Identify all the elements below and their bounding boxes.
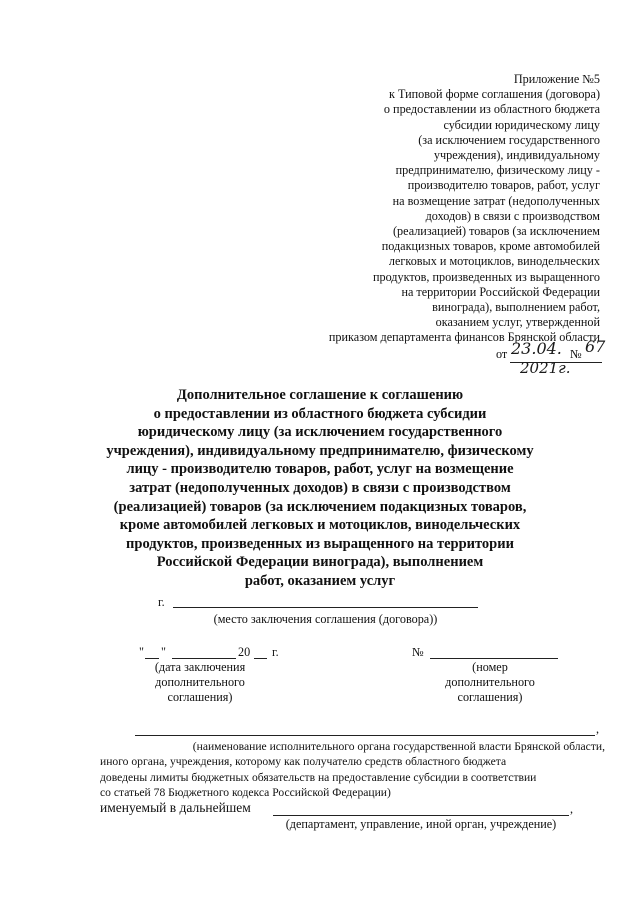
number-caption (420, 660, 560, 705)
hereinafter-field[interactable] (273, 815, 569, 816)
title-line: кроме автомобилей легковых и мотоциклов, винодельческих (119, 517, 521, 534)
appendix-line: производителю товаров, работ, услуг (407, 178, 600, 193)
order-year-handwritten: 2021г. (520, 359, 571, 377)
order-from-label: от (496, 347, 508, 361)
appendix-header (280, 72, 600, 346)
appendix-line: легковых и мотоциклов, винодельческих (388, 254, 600, 269)
organ-caption-line: иного органа, учреждения, которому как получателю средств областного бюджета (100, 755, 507, 769)
hereinafter-caption: (департамент, управление, иной орган, учреждение) (285, 817, 557, 831)
appendix-line: подакцизных товаров, кроме автомобилей (381, 239, 600, 254)
year-prefix: 20 (238, 645, 251, 659)
appendix-line: к Типовой форме соглашения (договора) (389, 87, 600, 102)
year-field[interactable] (254, 658, 267, 659)
appendix-line: субсидии юридическому лицу (443, 117, 600, 132)
title-line: продуктов, произведенных из выращенного на территории (126, 535, 514, 552)
organ-name-field[interactable] (135, 735, 595, 736)
hereinafter-comma: , (570, 802, 574, 816)
number-caption-line: (номер (472, 660, 508, 674)
title-line: о предоставлении из областного бюджета субсидии (153, 405, 487, 422)
day-field[interactable] (145, 658, 159, 659)
appendix-line: на территории Российской Федерации (401, 284, 600, 299)
number-caption-line: соглашения) (457, 690, 523, 704)
place-caption: (место заключения соглашения (договора)) (213, 612, 438, 626)
title-line: Российской Федерации винограда), выполнением (156, 554, 484, 571)
organ-caption-line: (наименование исполнительного органа государственной власти Брянской области, (192, 740, 605, 753)
title-line: лицу - производителю товаров, работ, услуг на возмещение (126, 461, 514, 478)
organ-caption-line: со статьей 78 Бюджетного кодекса Российской Федерации) (100, 785, 391, 799)
month-field[interactable] (172, 658, 236, 659)
order-date-handwritten: 23.04. (511, 339, 562, 358)
title-line: Дополнительное соглашение к соглашению (176, 387, 464, 403)
number-prefix: № (412, 645, 424, 659)
appendix-line: Приложение №5 (513, 72, 600, 86)
place-field[interactable] (173, 607, 478, 608)
date-caption-line: (дата заключения (154, 660, 246, 674)
document-title (100, 386, 540, 591)
organ-caption-line: доведены лимиты бюджетных обязательств на предоставление субсидии в соответствии (100, 770, 537, 784)
appendix-line: учреждения), индивидуальному (433, 148, 600, 163)
appendix-line: на возмещение затрат (недополученных (392, 193, 600, 208)
organ-caption (100, 739, 605, 800)
organ-comma: , (596, 722, 600, 736)
appendix-line: оказанием услуг, утвержденной (435, 315, 600, 330)
appendix-line: (за исключением государственного (418, 132, 600, 147)
city-prefix: г. (158, 595, 165, 609)
number-field[interactable] (430, 658, 558, 659)
date-quote-close: " (161, 645, 166, 659)
date-caption-line: дополнительного (155, 675, 245, 689)
hereinafter-label: именуемый в дальнейшем (100, 800, 251, 815)
title-line: учреждения), индивидуальному предпринимателю, физическому (106, 442, 534, 459)
title-line: юридическому лицу (за исключением государственного (137, 424, 503, 441)
order-number-handwritten: 67 (585, 337, 606, 356)
date-quote-open: " (139, 645, 144, 659)
appendix-line: предпринимателю, физическому лицу - (395, 163, 600, 178)
appendix-line: доходов) в связи с производством (425, 208, 600, 223)
year-suffix: г. (272, 645, 279, 659)
number-caption-line: дополнительного (445, 675, 535, 689)
appendix-line: винограда), выполнением работ, (432, 300, 600, 315)
title-line: (реализацией) товаров (за исключением подакцизных товаров, (113, 498, 527, 515)
date-caption (130, 660, 270, 705)
appendix-line: (реализацией) товаров (за исключением (393, 224, 600, 239)
title-line: работ, оказанием услуг (244, 572, 396, 589)
order-number-label: № (570, 347, 582, 361)
appendix-line: приказом департамента финансов Брянской области (328, 330, 600, 345)
date-caption-line: соглашения) (167, 690, 233, 704)
title-line: затрат (недополученных доходов) в связи с производством (129, 479, 511, 496)
appendix-line: продуктов, произведенных из выращенного (372, 269, 600, 284)
appendix-line: о предоставлении из областного бюджета (383, 102, 600, 117)
